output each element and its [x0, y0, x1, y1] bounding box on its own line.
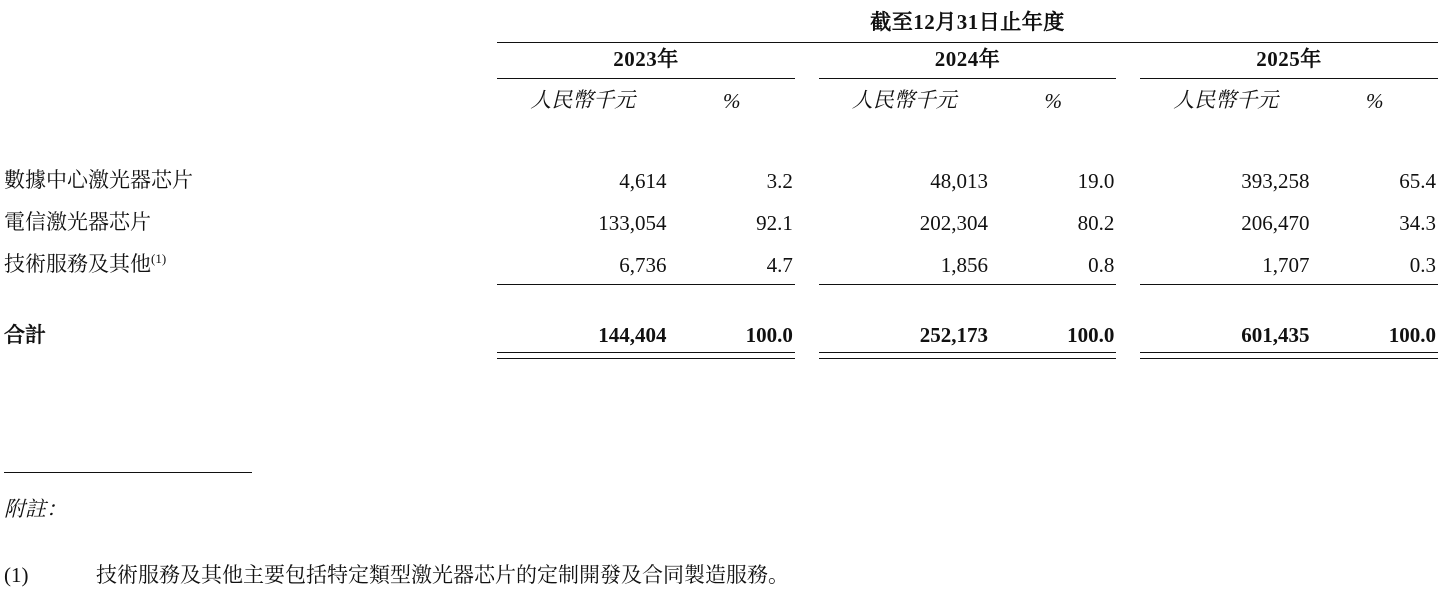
- total-gap-row: [4, 284, 1438, 315]
- header-gap-3: [795, 79, 819, 121]
- row-label-telecom: 電信激光器芯片: [4, 210, 151, 234]
- total-2023-amount: 144,404: [497, 315, 668, 353]
- table-row: [4, 158, 1438, 200]
- double-rule-2023-pct: [668, 353, 794, 359]
- cell-2023-pct: 4.7: [668, 242, 794, 284]
- rule-gap-1: [795, 353, 819, 359]
- total-double-rule-row: [4, 353, 1438, 359]
- cell-2023-amount: 4,614: [619, 169, 667, 193]
- header-spacer-3: [4, 79, 497, 121]
- total-2025-amount: 601,435: [1140, 315, 1311, 353]
- cell-2024-pct: 0.8: [990, 242, 1116, 284]
- document-page: [0, 6, 1440, 614]
- total-2025-pct: 100.0: [1311, 315, 1438, 353]
- footnote-number: (1): [4, 563, 29, 587]
- cell-2025-amount: 206,470: [1241, 211, 1310, 235]
- row-gap-4: [1116, 200, 1140, 242]
- double-rule-2024-pct: [990, 353, 1116, 359]
- cell-2023-pct: 92.1: [756, 211, 793, 235]
- spacer-cell: [4, 120, 1438, 158]
- cell-2023-pct: 3.2: [766, 169, 793, 193]
- cell-2025-pct: 65.4: [1399, 169, 1436, 193]
- double-rule-2024-amount: [819, 353, 990, 359]
- header-year-2025: 2025年: [1140, 43, 1438, 79]
- row-label-total: 合計: [4, 322, 46, 347]
- cell-2024-amount: 1,856: [819, 242, 990, 284]
- header-unit-2025: 人民幣千元: [1173, 88, 1279, 112]
- header-pct-2024: %: [1044, 89, 1062, 113]
- total-2024-amount: 252,173: [819, 315, 990, 353]
- table-row: [4, 200, 1438, 242]
- cell-2024-pct: 19.0: [1077, 169, 1115, 193]
- double-rule-2025-pct: [1311, 353, 1438, 359]
- table-row: [4, 242, 1438, 284]
- row-gap-5: [795, 242, 819, 284]
- revenue-breakdown-table: [4, 6, 1438, 359]
- row-gap-1: [795, 158, 819, 200]
- table-total-row: [4, 315, 1438, 353]
- total-2024-pct: 100.0: [990, 315, 1116, 353]
- cell-2025-amount: 1,707: [1140, 242, 1311, 284]
- row-label-text: 技術服務及其他: [4, 252, 151, 276]
- header-pct-2025: %: [1365, 89, 1384, 113]
- footnote-text: 技術服務及其他主要包括特定類型激光器芯片的定制開發及合同製造服務。: [96, 563, 789, 587]
- header-unit-2023: 人民幣千元: [530, 88, 636, 112]
- table-header-spacer-row: [4, 120, 1438, 158]
- cell-2024-amount: 48,013: [930, 169, 988, 193]
- table-header-year-row: [4, 43, 1438, 79]
- footnote-item: [4, 559, 1404, 589]
- footnote-divider: [4, 472, 252, 473]
- header-spacer: [4, 6, 497, 43]
- footnote-marker: (1): [151, 251, 167, 266]
- cell-2024-amount: 202,304: [919, 211, 988, 235]
- header-gap-1: [795, 43, 819, 79]
- header-spacer-2: [4, 43, 497, 79]
- rule-gap-2: [1116, 353, 1140, 359]
- row-label-datacenter: 數據中心激光器芯片: [4, 168, 193, 192]
- cell-2023-amount: 133,054: [598, 211, 667, 235]
- rule-spacer: [4, 353, 497, 359]
- header-unit-2024: 人民幣千元: [851, 88, 957, 112]
- total-2023-pct: 100.0: [668, 315, 794, 353]
- total-gap-1: [795, 315, 819, 353]
- row-label-techservice: [4, 242, 497, 284]
- double-rule-2025-amount: [1140, 353, 1311, 359]
- footnote-heading: 附註：: [4, 497, 67, 521]
- header-period-label: 截至12月31日止年度: [497, 6, 1438, 43]
- header-pct-2023: %: [722, 89, 741, 113]
- table-header-period-row: [4, 6, 1438, 43]
- spacer-cell: [4, 284, 1438, 315]
- cell-2025-amount: 393,258: [1241, 169, 1310, 193]
- header-gap-2: [1116, 43, 1140, 79]
- header-gap-4: [1116, 79, 1140, 121]
- row-gap-6: [1116, 242, 1140, 284]
- header-year-2023: 2023年: [497, 43, 795, 79]
- cell-2024-pct: 80.2: [1077, 211, 1115, 235]
- double-rule-2023-amount: [497, 353, 668, 359]
- row-gap-2: [1116, 158, 1140, 200]
- table-header-unit-row: [4, 79, 1438, 121]
- cell-2023-amount: 6,736: [497, 242, 668, 284]
- row-gap-3: [795, 200, 819, 242]
- cell-2025-pct: 34.3: [1399, 211, 1436, 235]
- cell-2025-pct: 0.3: [1311, 242, 1438, 284]
- total-gap-2: [1116, 315, 1140, 353]
- header-year-2024: 2024年: [819, 43, 1117, 79]
